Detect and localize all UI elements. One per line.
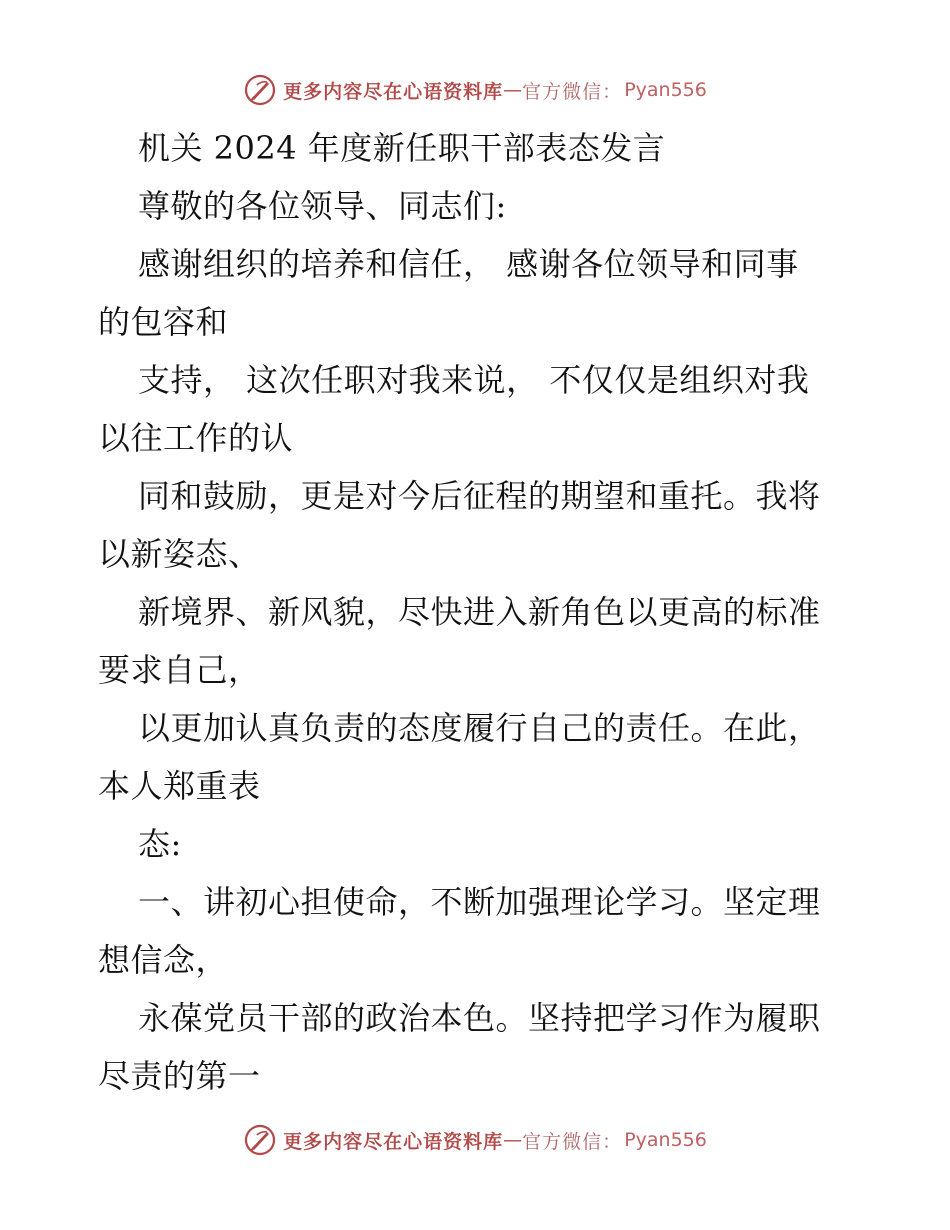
watermark-brand: 更多内容尽在心语资料库 bbox=[283, 80, 504, 103]
document-title: 机关 2024 年度新任职干部表态发言 bbox=[138, 129, 666, 167]
watermark-wechat-id: Pyan556 bbox=[624, 79, 707, 101]
paragraph-line: 支持， 这次任职对我来说， 不仅仅是组织对我 bbox=[138, 361, 810, 399]
paragraph-line: 新境界、新风貌，尽快进入新角色以更高的标准 bbox=[138, 593, 821, 631]
watermark-brand: 更多内容尽在心语资料库 bbox=[283, 1130, 504, 1153]
paragraph-line: 以新姿态、 bbox=[98, 535, 261, 573]
paragraph-line: 尽责的第一 bbox=[98, 1057, 261, 1095]
salutation: 尊敬的各位领导、同志们: bbox=[138, 187, 507, 225]
paragraph-line: 同和鼓励，更是对今后征程的期望和重托。我将 bbox=[138, 477, 821, 515]
quill-logo-icon bbox=[243, 1123, 277, 1157]
quill-logo-icon bbox=[243, 73, 277, 107]
paragraph-line: 的包容和 bbox=[98, 303, 229, 341]
paragraph-line: 永葆党员干部的政治本色。坚持把学习作为履职 bbox=[138, 999, 821, 1037]
paragraph-line: 本人郑重表 bbox=[98, 767, 261, 805]
watermark-separator: — bbox=[503, 1129, 523, 1151]
paragraph-line: 态: bbox=[138, 825, 182, 863]
paragraph-line: 一、讲初心担使命，不断加强理论学习。坚定理 bbox=[138, 883, 821, 921]
paragraph-line: 以往工作的认 bbox=[98, 419, 294, 457]
paragraph-line: 要求自己， bbox=[98, 651, 261, 689]
document-body bbox=[98, 119, 858, 1105]
watermark-separator: — bbox=[503, 79, 523, 101]
watermark-footer bbox=[0, 1122, 950, 1158]
watermark-wechat-id: Pyan556 bbox=[624, 1129, 707, 1151]
watermark-wechat-label: 官方微信： bbox=[522, 1130, 623, 1153]
watermark-wechat-label: 官方微信： bbox=[522, 80, 623, 103]
paragraph-line: 感谢组织的培养和信任， 感谢各位领导和同事 bbox=[138, 245, 799, 283]
paragraph-line: 以更加认真负责的态度履行自己的责任。在此， bbox=[138, 709, 821, 747]
paragraph-line: 想信念， bbox=[98, 941, 229, 979]
watermark-header bbox=[0, 72, 950, 108]
